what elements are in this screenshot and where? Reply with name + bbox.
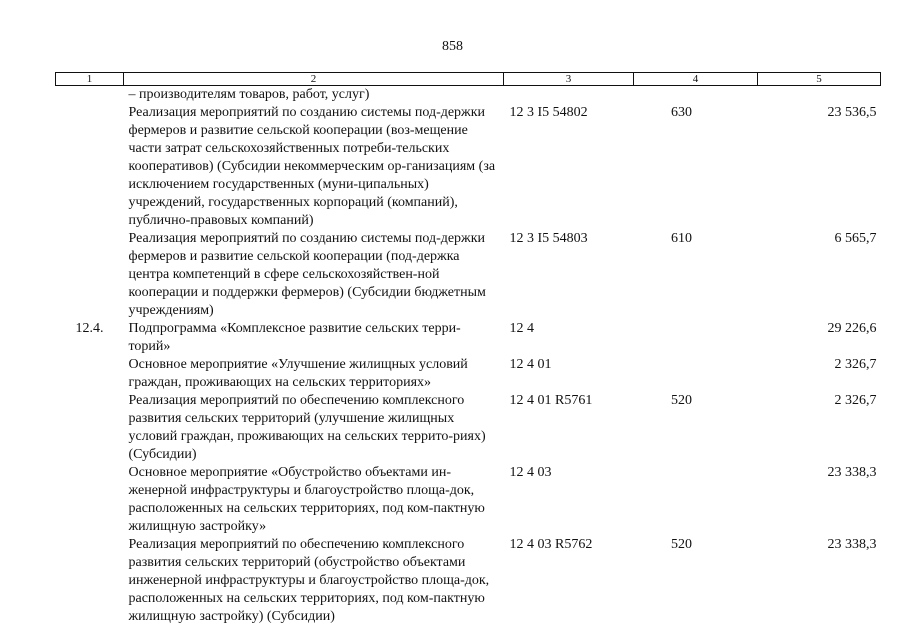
table-row (56, 392, 881, 464)
row-type (634, 86, 758, 105)
row-code: 12 4 (509, 321, 534, 336)
row-type (634, 464, 758, 536)
page-number: 858 (442, 39, 463, 54)
row-code: 12 4 03 R5762 (509, 537, 593, 552)
header-col-2: 2 (124, 73, 504, 86)
header-col-3: 3 (504, 73, 634, 86)
row-type (634, 320, 758, 356)
row-name: Реализация мероприятий по созданию системы под-держки фермеров и развитие сельской кооперации (под-держка центра компетенций в сфере сельскохозяйствен-ной кооперации и поддержки фермеров) (Субсидии бюджетным учреждениям) (128, 231, 486, 318)
header-col-1: 1 (56, 73, 124, 86)
row-number (56, 230, 124, 320)
table-row (56, 230, 881, 320)
row-code: 12 4 01 (509, 357, 552, 372)
row-number (56, 86, 124, 105)
table-row (56, 536, 881, 626)
row-name: Реализация мероприятий по обеспечению комплексного развития сельских территорий (улучшение жилищных условий граждан, проживающих на сельских террито-риях) (Субсидии) (128, 393, 486, 462)
row-type: 630 (671, 105, 692, 120)
row-name: Подпрограмма «Комплексное развитие сельских терри-торий» (128, 321, 461, 354)
row-code: 12 4 03 (509, 465, 552, 480)
row-code: 12 4 01 R5761 (509, 393, 593, 408)
row-type: 520 (671, 393, 692, 408)
header-col-4: 4 (634, 73, 758, 86)
table-row (56, 464, 881, 536)
row-sum: 29 226,6 (827, 321, 877, 336)
row-sum: 23 338,3 (827, 465, 877, 480)
row-type (634, 356, 758, 392)
row-name: – производителям товаров, работ, услуг) (128, 87, 370, 102)
table-row (56, 356, 881, 392)
row-sum: 2 326,7 (834, 393, 877, 408)
table-row (56, 86, 881, 105)
row-number (56, 464, 124, 536)
row-number: 12.4. (75, 321, 104, 336)
row-code: 12 3 I5 54803 (509, 231, 588, 246)
row-sum: 6 565,7 (834, 231, 877, 246)
row-name: Основное мероприятие «Обустройство объектами ин-женерной инфраструктуры и благоустройство площа-док, расположенных на сельских территориях, под ком-пактную жилищную застройку» (128, 465, 485, 534)
row-number (56, 356, 124, 392)
row-name: Основное мероприятие «Улучшение жилищных условий граждан, проживающих на сельских территориях» (128, 357, 468, 390)
table-row (56, 320, 881, 356)
row-sum: 23 338,3 (827, 537, 877, 552)
table-body (56, 86, 881, 627)
row-number (56, 104, 124, 230)
table-row (56, 104, 881, 230)
row-name: Реализация мероприятий по созданию системы под-держки фермеров и развитие сельской кооперации (воз-мещение части затрат сельскохозяйственных потреби-тельских кооперативов) (Субсидии некоммерческим ор-ганизациям (за исключением государственных (муни-ципальных) учреждений, государственных корпораций (компаний), публично-правовых компаний) (128, 105, 496, 228)
row-code: 12 3 I5 54802 (509, 105, 588, 120)
row-number (56, 392, 124, 464)
row-sum: 2 326,7 (834, 357, 877, 372)
row-type: 520 (671, 537, 692, 552)
budget-table (55, 72, 881, 626)
row-number (56, 536, 124, 626)
row-code (504, 86, 634, 105)
table-header-row (56, 73, 881, 86)
row-type: 610 (671, 231, 692, 246)
row-sum (758, 86, 881, 105)
row-name: Реализация мероприятий по обеспечению комплексного развития сельских территорий (обустройство объектами инженерной инфраструктуры и благоустройство площа-док, расположенных на сельских территориях, под ком-пактную жилищную застройку) (Субсидии) (128, 537, 490, 624)
row-sum: 23 536,5 (827, 105, 877, 120)
header-col-5: 5 (758, 73, 881, 86)
